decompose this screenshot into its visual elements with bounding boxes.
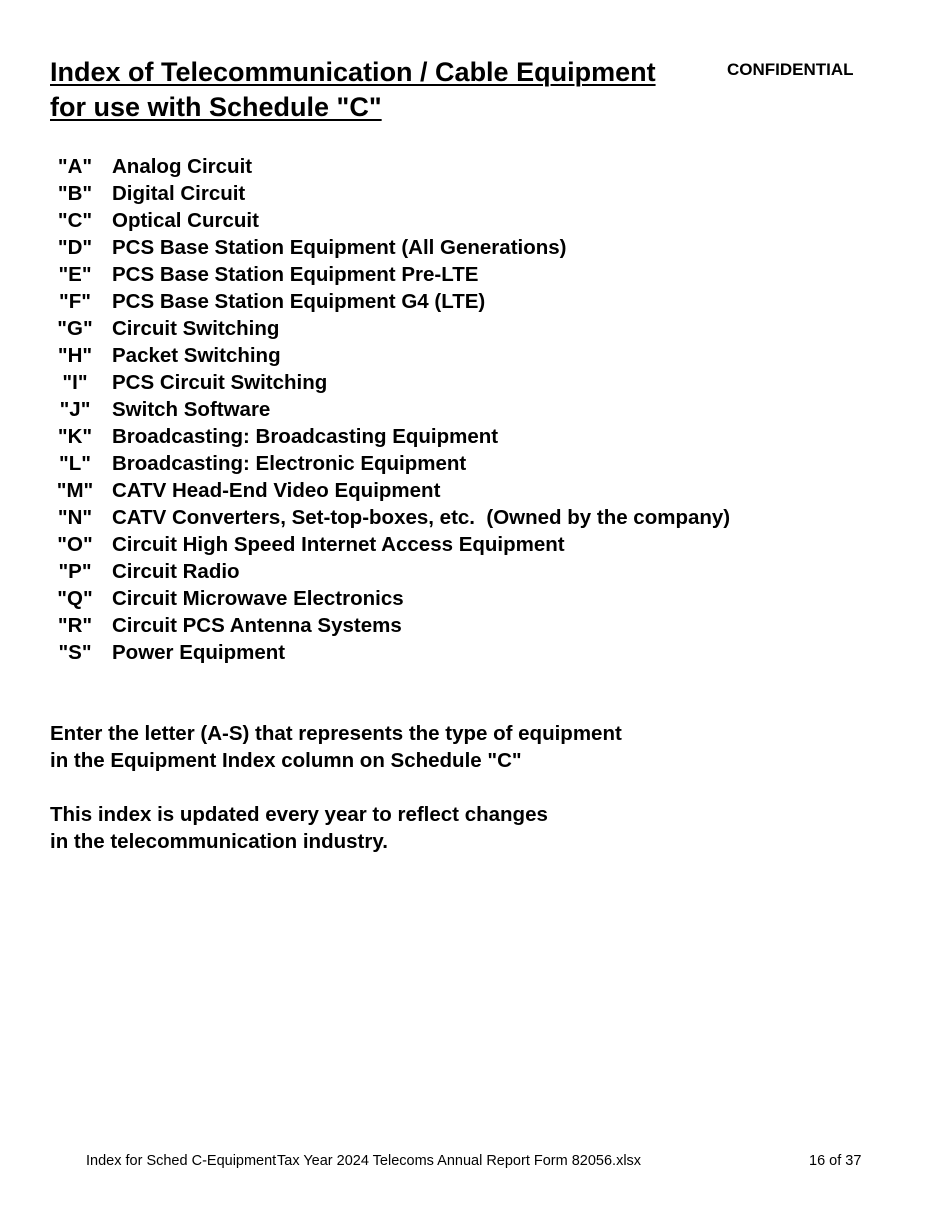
instructions-paragraph-update [50,801,622,855]
index-row-h [50,342,730,369]
index-description: Optical Curcuit [112,208,259,232]
index-row-l [50,450,730,477]
instructions-line: This index is updated every year to reflect changes [50,803,548,826]
index-description: PCS Base Station Equipment (All Generations) [112,235,567,259]
footer-sheet-name: Index for Sched C-Equipment [86,1153,277,1169]
index-letter: "B" [57,181,93,205]
index-row-c [50,207,730,234]
index-description: Circuit Microwave Electronics [112,586,404,610]
instructions-line: Enter the letter (A-S) that represents the type of equipment [50,722,622,745]
index-description: PCS Base Station Equipment Pre-LTE [112,262,479,286]
index-description: CATV Head-End Video Equipment [112,478,441,502]
index-description: Circuit PCS Antenna Systems [112,613,402,637]
page-title [50,55,656,125]
index-letter: "O" [57,532,93,556]
index-description: Circuit High Speed Internet Access Equipment [112,532,565,556]
index-letter: "S" [58,640,92,664]
index-letter: "P" [58,559,92,583]
index-row-i [50,369,730,396]
index-letter: "D" [57,235,93,259]
index-letter: "H" [57,343,93,367]
index-description: Power Equipment [112,640,286,664]
index-description: CATV Converters, Set-top-boxes, etc. (Owned by the company) [112,505,731,529]
page-title-line-1: Index of Telecommunication / Cable Equipment [50,57,656,87]
index-description: PCS Circuit Switching [112,370,328,394]
index-row-g [50,315,730,342]
index-row-n [50,504,730,531]
index-row-o [50,531,730,558]
index-letter: "I" [62,370,88,394]
index-row-a [50,153,730,180]
index-description: Switch Software [112,397,271,421]
index-row-p [50,558,730,585]
page-title-line-2: for use with Schedule "C" [50,92,382,122]
index-letter: "K" [57,424,93,448]
index-letter: "M" [56,478,94,502]
index-row-k [50,423,730,450]
footer-file-name: Tax Year 2024 Telecoms Annual Report Form 82056.xlsx [277,1153,642,1169]
index-letter: "Q" [57,586,93,610]
index-letter: "G" [57,316,93,340]
index-letter: "N" [57,505,93,529]
index-row-q [50,585,730,612]
index-description: Circuit Switching [112,316,280,340]
index-description: Broadcasting: Electronic Equipment [112,451,467,475]
instructions-line: in the telecommunication industry. [50,830,388,853]
index-row-f [50,288,730,315]
index-row-s [50,639,730,666]
index-letter: "R" [57,613,93,637]
index-letter: "J" [59,397,91,421]
index-row-m [50,477,730,504]
index-row-j [50,396,730,423]
index-description: Broadcasting: Broadcasting Equipment [112,424,499,448]
index-row-b [50,180,730,207]
index-letter: "C" [57,208,93,232]
index-description: Packet Switching [112,343,281,367]
instructions-line: in the Equipment Index column on Schedule "C" [50,749,522,772]
index-letter: "A" [57,154,93,178]
confidential-label: CONFIDENTIAL [727,60,854,79]
index-letter: "L" [59,451,91,475]
equipment-index-list [50,153,730,666]
index-description: PCS Base Station Equipment G4 (LTE) [112,289,486,313]
index-letter: "F" [59,289,91,313]
index-row-e [50,261,730,288]
index-row-r [50,612,730,639]
index-description: Analog Circuit [112,154,253,178]
index-row-d [50,234,730,261]
index-letter: "E" [58,262,92,286]
instructions-block [50,720,622,855]
instructions-paragraph-entry [50,720,622,774]
index-description: Digital Circuit [112,181,246,205]
index-description: Circuit Radio [112,559,240,583]
footer-page-number: 16 of 37 [809,1153,862,1169]
